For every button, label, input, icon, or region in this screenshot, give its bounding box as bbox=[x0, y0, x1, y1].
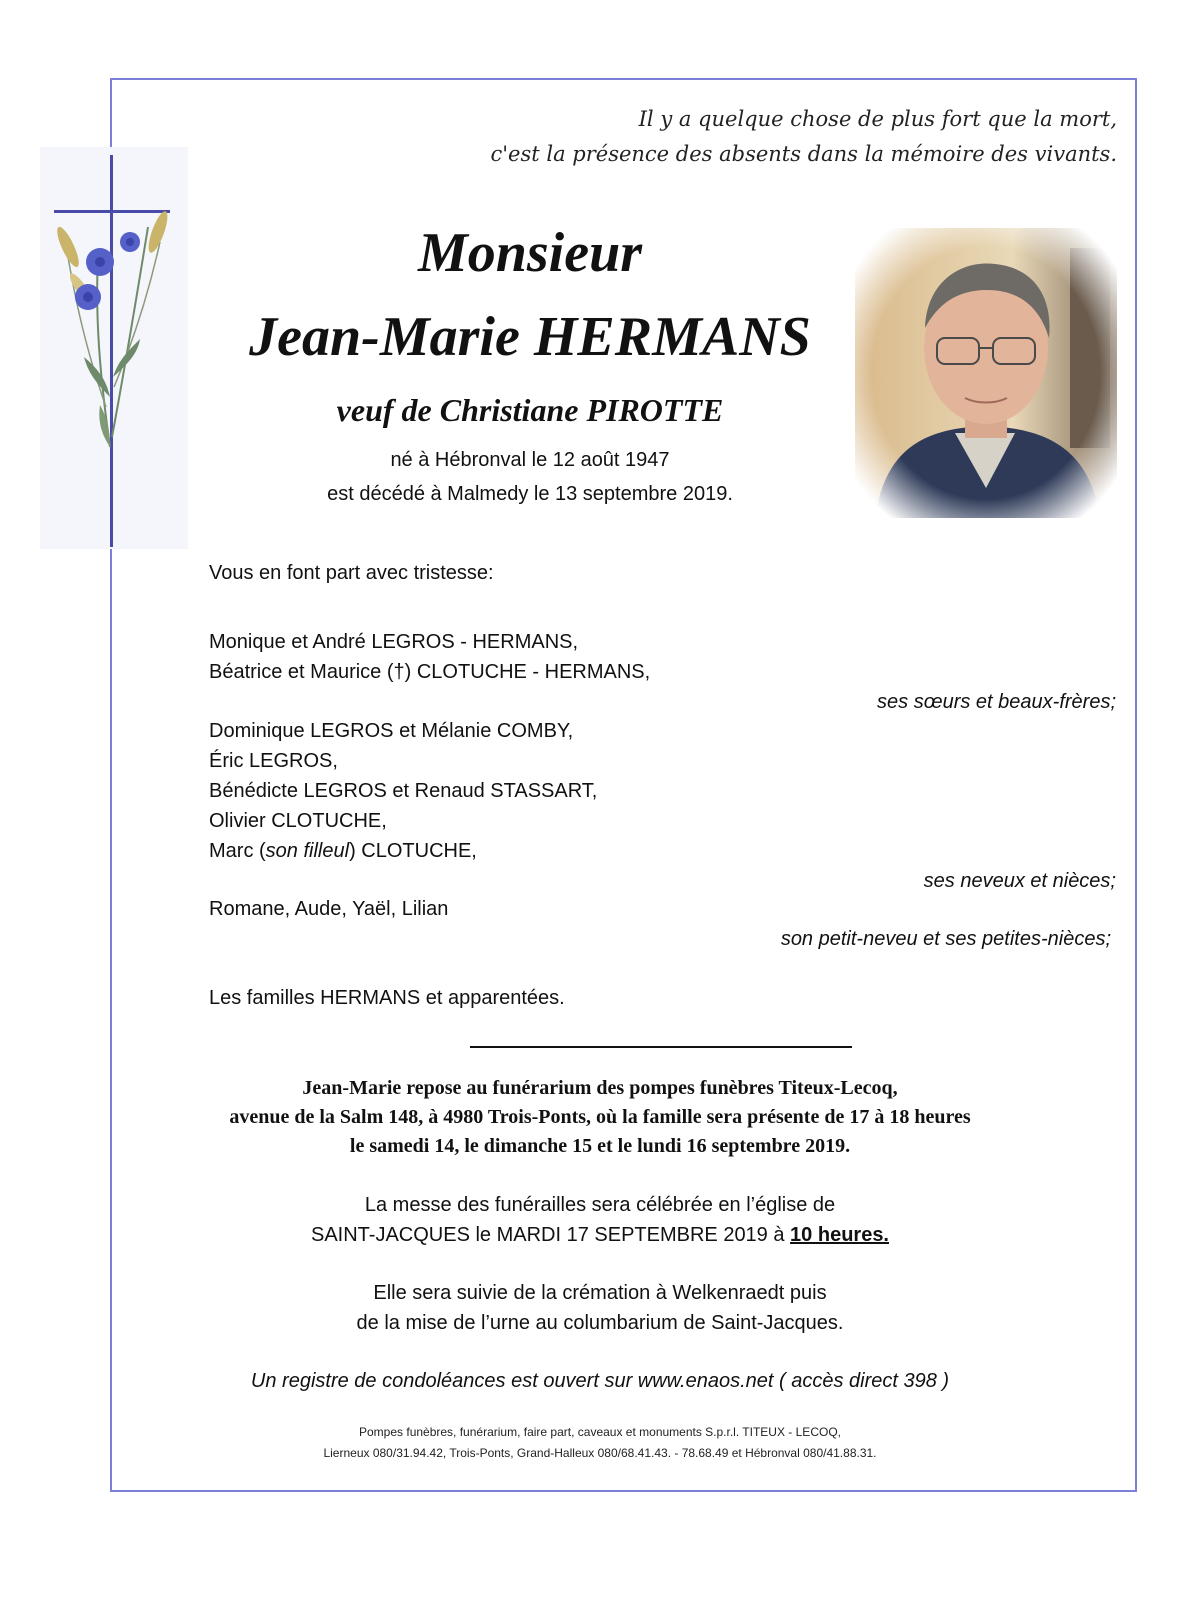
godson-note: son filleul bbox=[265, 840, 350, 862]
grand-nephews-list: Romane, Aude, Yaël, Lilian bbox=[209, 898, 449, 920]
list-item bbox=[209, 836, 597, 866]
list-item: Éric LEGROS, bbox=[209, 750, 338, 772]
cremation-line-1: Elle sera suivie de la crémation à Welkenraedt puis bbox=[373, 1282, 827, 1304]
list-item: Dominique LEGROS et Mélanie COMBY, bbox=[209, 720, 574, 742]
funeral-home-footer bbox=[250, 1422, 950, 1464]
marc-suffix: ) CLOTUCHE, bbox=[349, 840, 477, 862]
mass-date: SAINT-JACQUES le MARDI 17 SEPTEMBRE 2019 à bbox=[311, 1224, 791, 1246]
condolence-register: Un registre de condoléances est ouvert sur www.enaos.net ( accès direct 398 ) bbox=[250, 1370, 950, 1392]
list-item: Bénédicte LEGROS et Renaud STASSART, bbox=[209, 780, 598, 802]
nephews-list bbox=[209, 716, 597, 866]
siblings-list bbox=[209, 627, 650, 687]
list-item: Béatrice et Maurice (†) CLOTUCHE - HERMANS, bbox=[209, 661, 651, 683]
announcement-line: Vous en font part avec tristesse: bbox=[209, 562, 494, 584]
footer-line-2: Lierneux 080/31.94.42, Trois-Ponts, Grand-Halleux 080/68.41.43. - 78.68.49 et Hébronval 080/41.88.31. bbox=[323, 1446, 877, 1460]
mass-line-1: La messe des funérailles sera célébrée en l’église de bbox=[364, 1194, 836, 1216]
quote-line-2: c'est la présence des absents dans la mémoire des vivants. bbox=[490, 142, 1117, 166]
nephews-relation: ses neveux et nièces; bbox=[923, 870, 1116, 892]
deceased-name: Jean-Marie HERMANS bbox=[249, 306, 811, 368]
birth-death-info bbox=[200, 443, 860, 511]
cremation-line-2: de la mise de l’urne au columbarium de Saint-Jacques. bbox=[356, 1312, 844, 1334]
list-item: Olivier CLOTUCHE, bbox=[209, 810, 387, 832]
families-line: Les familles HERMANS et apparentées. bbox=[209, 987, 565, 1009]
quote-line-1: Il y a quelque chose de plus fort que la mort, bbox=[638, 107, 1117, 131]
cremation-info bbox=[150, 1278, 1050, 1338]
visitation-line-3: le samedi 14, le dimanche 15 et le lundi 16 septembre 2019. bbox=[349, 1135, 851, 1157]
death-line: est décédé à Malmedy le 13 septembre 2019. bbox=[327, 483, 733, 505]
visitation-line-2: avenue de la Salm 148, à 4980 Trois-Ponts, où la famille sera présente de 17 à 18 heures bbox=[229, 1106, 971, 1128]
portrait-photo bbox=[855, 228, 1117, 518]
list-item: Monique et André LEGROS - HERMANS, bbox=[209, 631, 579, 653]
honorific-title: Monsieur bbox=[417, 222, 643, 284]
mass-info bbox=[150, 1190, 1050, 1250]
visitation-info bbox=[150, 1074, 1050, 1161]
birth-line: né à Hébronval le 12 août 1947 bbox=[390, 449, 670, 471]
mass-time: 10 heures. bbox=[790, 1224, 889, 1246]
epigraph-quote bbox=[491, 102, 1117, 172]
grand-nephews-relation: son petit-neveu et ses petites-nièces; bbox=[780, 928, 1111, 950]
cross-with-cornflowers-icon bbox=[40, 147, 188, 549]
mass-line-2 bbox=[150, 1220, 1050, 1250]
visitation-line-1: Jean-Marie repose au funérarium des pompes funèbres Titeux-Lecoq, bbox=[302, 1077, 898, 1099]
footer-line-1: Pompes funèbres, funérarium, faire part, caveaux et monuments S.p.r.l. TITEUX - LECOQ, bbox=[359, 1425, 841, 1439]
marc-prefix: Marc ( bbox=[209, 840, 266, 862]
divider-line bbox=[470, 1046, 852, 1048]
siblings-relation: ses sœurs et beaux-frères; bbox=[877, 691, 1116, 713]
widower-line: veuf de Christiane PIROTTE bbox=[336, 392, 724, 428]
